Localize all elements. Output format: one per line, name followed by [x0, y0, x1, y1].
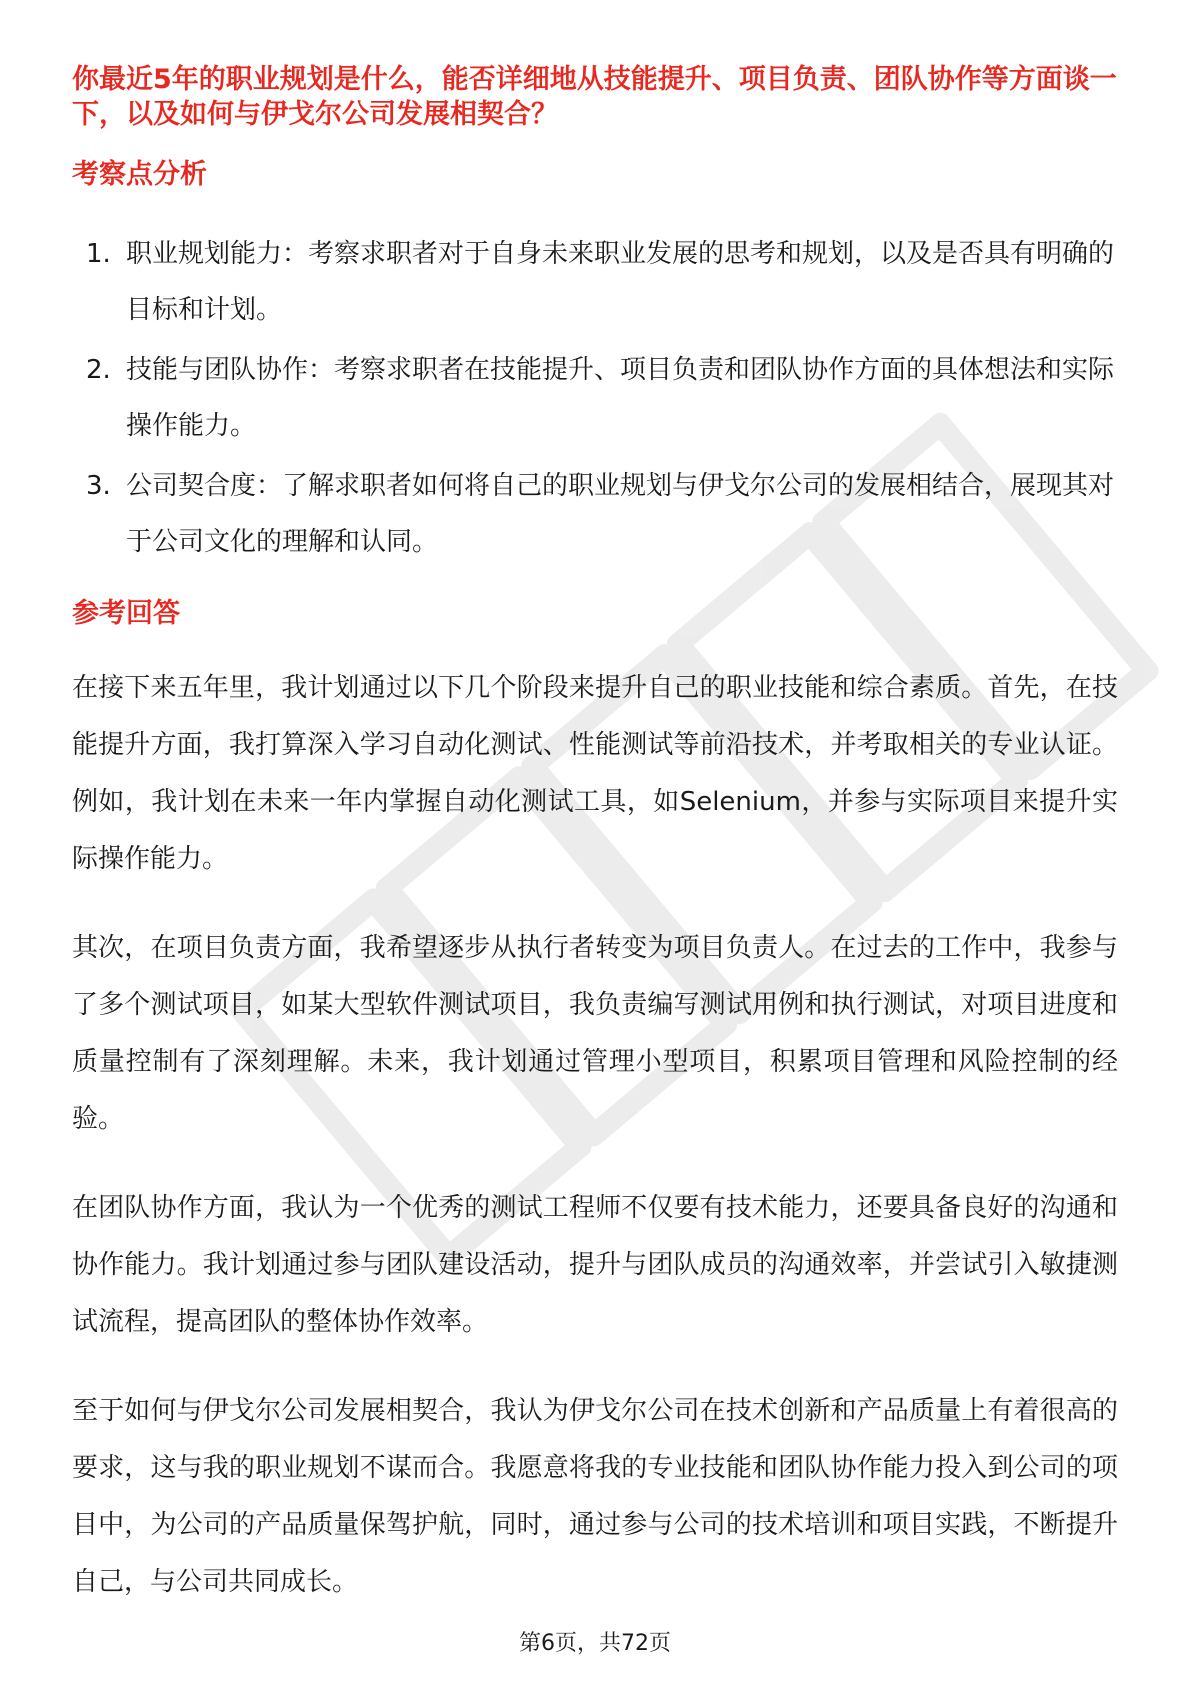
item-text: 技能与团队协作：考察求职者在技能提升、项目负责和团队协作方面的具体想法和实际操作能力。: [126, 355, 1115, 441]
item-number: 2.: [86, 355, 111, 385]
question-heading: 你最近5年的职业规划是什么，能否详细地从技能提升、项目负责、团队协作等方面谈一下，以及如何与伊戈尔公司发展相契合？: [72, 64, 1117, 130]
analysis-item: [72, 226, 1118, 338]
answer-paragraph: 其次，在项目负责方面，我希望逐步从执行者转变为项目负责人。在过去的工作中，我参与了多个测试项目，如某大型软件测试项目，我负责编写测试用例和执行测试，对项目进度和质量控制有了深刻理解。未来，我计划通过管理小型项目，积累项目管理和风险控制的经验。: [72, 933, 1118, 1134]
item-text: 职业规划能力：考察求职者对于自身未来职业发展的思考和规划，以及是否具有明确的目标和计划。: [126, 239, 1115, 325]
analysis-list: [72, 226, 1118, 574]
analysis-title: 考察点分析: [72, 159, 207, 190]
page-footer: 第6页，共72页: [519, 1631, 671, 1656]
item-number: 3.: [86, 471, 111, 501]
answer-paragraph: 在团队协作方面，我认为一个优秀的测试工程师不仅要有技术能力，还要具备良好的沟通和协作能力。我计划通过参与团队建设活动，提升与团队成员的沟通效率，并尝试引入敏捷测试流程，提高团队的整体协作效率。: [72, 1193, 1118, 1337]
item-text: 公司契合度：了解求职者如何将自己的职业规划与伊戈尔公司的发展相结合，展现其对于公司文化的理解和认同。: [126, 471, 1115, 557]
analysis-item: [72, 342, 1118, 454]
analysis-item: [72, 458, 1118, 570]
answer-paragraph: 至于如何与伊戈尔公司发展相契合，我认为伊戈尔公司在技术创新和产品质量上有着很高的要求，这与我的职业规划不谋而合。我愿意将我的专业技能和团队协作能力投入到公司的项目中，为公司的产品质量保驾护航，同时，通过参与公司的技术培训和项目实践，不断提升自己，与公司共同成长。: [72, 1396, 1118, 1597]
answer-title: 参考回答: [72, 598, 180, 629]
item-number: 1.: [86, 239, 111, 269]
answer-paragraph: 在接下来五年里，我计划通过以下几个阶段来提升自己的职业技能和综合素质。首先，在技能提升方面，我打算深入学习自动化测试、性能测试等前沿技术，并考取相关的专业认证。例如，我计划在未来一年内掌握自动化测试工具，如Selenium，并参与实际项目来提升实际操作能力。: [72, 673, 1118, 874]
